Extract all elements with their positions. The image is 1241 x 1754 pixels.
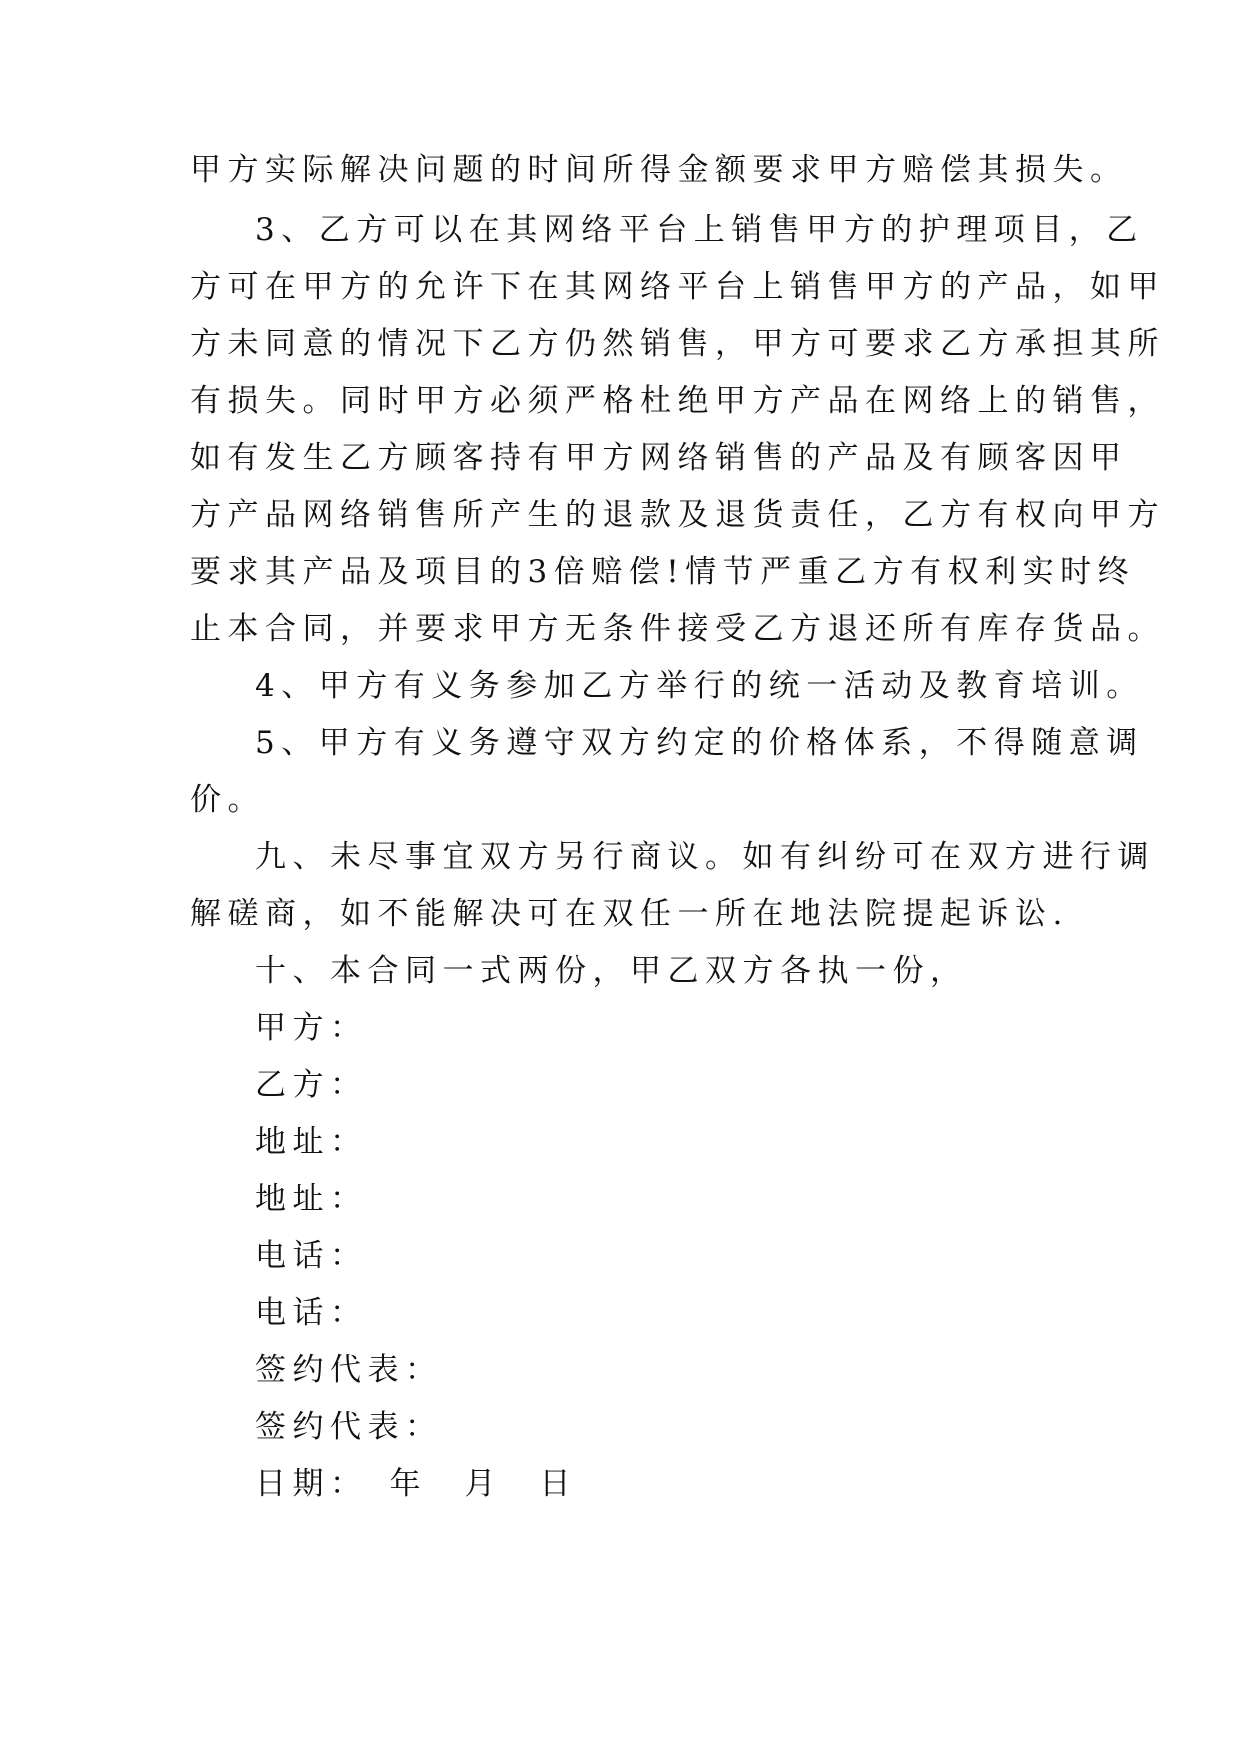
paragraph-line: 方未同意的情况下乙方仍然销售，甲方可要求乙方承担其所: [190, 326, 1165, 362]
signature-representative-label: 签约代表：: [255, 1352, 443, 1388]
paragraph-line: 如有发生乙方顾客持有甲方网络销售的产品及有顾客因甲: [190, 440, 1128, 476]
paragraph-line: 要求其产品及项目的3倍赔偿!情节严重乙方有权利实时终: [190, 554, 1136, 590]
paragraph-line: 十、本合同一式两份，甲乙双方各执一份，: [255, 953, 968, 989]
paragraph-line: 有损失。同时甲方必须严格杜绝甲方产品在网络上的销售，: [190, 383, 1165, 419]
signature-address-label: 地址：: [255, 1181, 368, 1217]
paragraph-line: 解磋商，如不能解决可在双任一所在地法院提起诉讼.: [190, 896, 1069, 932]
signature-representative-label: 签约代表：: [255, 1409, 443, 1445]
signature-party-a-label: 甲方：: [255, 1010, 368, 1046]
paragraph-line: 4、甲方有义务参加乙方举行的统一活动及教育培训。: [255, 668, 1144, 704]
paragraph-line: 3、乙方可以在其网络平台上销售甲方的护理项目，乙: [255, 212, 1144, 248]
paragraph-line: 甲方实际解决问题的时间所得金额要求甲方赔偿其损失。: [190, 152, 1128, 188]
paragraph-line: 止本合同，并要求甲方无条件接受乙方退还所有库存货品。: [190, 611, 1165, 647]
paragraph-line: 价。: [190, 782, 265, 818]
paragraph-line: 九、未尽事宜双方另行商议。如有纠纷可在双方进行调: [255, 839, 1155, 875]
signature-phone-label: 电话：: [255, 1295, 368, 1331]
paragraph-line: 方产品网络销售所产生的退款及退货责任，乙方有权向甲方: [190, 497, 1165, 533]
paragraph-line: 方可在甲方的允许下在其网络平台上销售甲方的产品，如甲: [190, 269, 1165, 305]
signature-phone-label: 电话：: [255, 1238, 368, 1274]
signature-date-label: 日期： 年 月 日: [255, 1466, 577, 1502]
signature-address-label: 地址：: [255, 1124, 368, 1160]
signature-party-b-label: 乙方：: [255, 1067, 368, 1103]
paragraph-line: 5、甲方有义务遵守双方约定的价格体系，不得随意调: [255, 725, 1144, 761]
